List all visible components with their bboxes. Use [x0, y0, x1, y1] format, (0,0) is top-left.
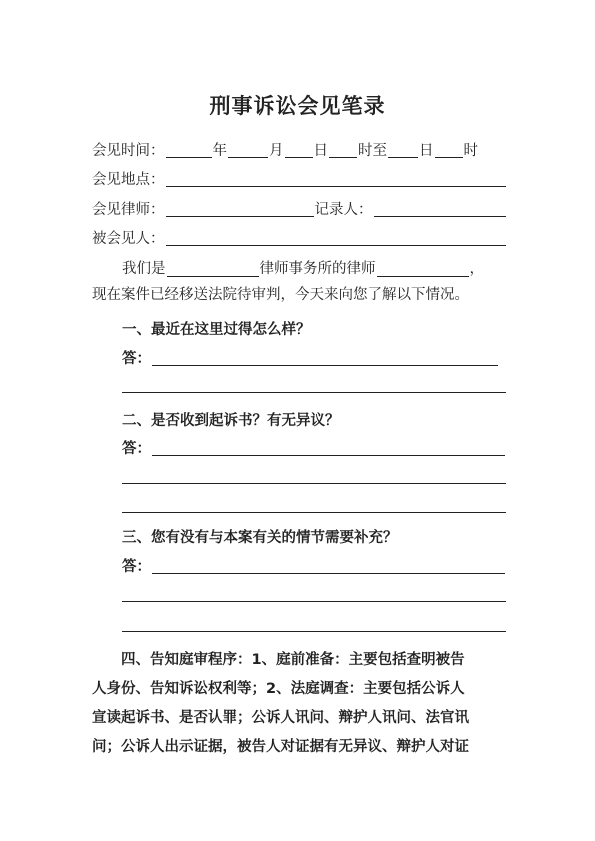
interviewee-field[interactable]	[166, 229, 507, 246]
recorder-field[interactable]	[374, 200, 507, 217]
interviewee-label: 被会见人：	[92, 231, 165, 247]
meeting-place-field[interactable]	[166, 170, 507, 187]
answer-1-field[interactable]	[152, 349, 498, 366]
year-label: 年	[212, 143, 227, 159]
month-field[interactable]	[228, 141, 268, 158]
answer-3-field[interactable]	[152, 557, 505, 574]
intro-part-3: ，	[469, 261, 484, 277]
answer-2-line-3[interactable]	[122, 512, 506, 513]
answer-3-row	[122, 554, 506, 576]
meeting-time-label: 会见时间：	[92, 143, 165, 159]
lawyer-row	[92, 197, 507, 219]
meeting-place-label: 会见地点：	[92, 172, 165, 188]
answer-3-label: 答：	[122, 559, 151, 575]
question-3-heading: 三、您有没有与本案有关的情节需要补充？	[122, 530, 398, 546]
section-4-line-4: 问；公诉人出示证据，被告人对证据有无异议、辩护人对证	[92, 739, 469, 755]
section-4-line-1: 四、告知庭审程序：1、庭前准备：主要包括查明被告	[121, 652, 465, 668]
answer-2-field[interactable]	[152, 439, 505, 456]
intro-part-2: 律师事务所的律师	[259, 261, 376, 277]
section-4-line-2: 人身份、告知诉讼权利等；2、法庭调查：主要包括公诉人	[92, 681, 465, 697]
answer-1-line-2[interactable]	[122, 392, 506, 393]
hour-end-field[interactable]	[435, 141, 463, 158]
meeting-place-row	[92, 167, 507, 189]
hour-start-field[interactable]	[329, 141, 357, 158]
answer-2-label: 答：	[122, 441, 151, 457]
day2-field[interactable]	[388, 141, 418, 158]
answer-2-row	[122, 436, 506, 458]
intro-paragraph	[92, 256, 507, 308]
recorder-label: 记录人：	[314, 202, 373, 218]
interviewee-row	[92, 226, 507, 248]
year-field[interactable]	[166, 141, 212, 158]
question-1-heading: 一、最近在这里过得怎么样？	[122, 322, 311, 338]
answer-1-row	[122, 346, 499, 368]
month-label: 月	[269, 143, 284, 159]
day-label: 日	[313, 143, 328, 159]
intro-part-1: 我们是	[122, 261, 166, 277]
intro-line-1	[92, 256, 507, 282]
lawyer-field[interactable]	[166, 200, 314, 217]
hour-to-label: 时至	[358, 143, 387, 159]
intro-line-2: 现在案件已经移送法院待审判，今天来向您了解以下情况。	[92, 287, 469, 303]
meeting-time-row	[92, 138, 507, 160]
answer-3-line-2[interactable]	[122, 601, 506, 602]
law-firm-field[interactable]	[167, 260, 259, 277]
court-procedure-section	[92, 646, 507, 762]
day-field[interactable]	[285, 141, 313, 158]
lawyer-name-field[interactable]	[377, 260, 469, 277]
answer-1-label: 答：	[122, 351, 151, 367]
section-4-line-3: 宣读起诉书、是否认罪；公诉人讯问、辩护人讯问、法官讯	[92, 710, 469, 726]
day2-label: 日	[419, 143, 434, 159]
hour-label: 时	[463, 143, 478, 159]
answer-3-line-3[interactable]	[122, 631, 506, 632]
lawyer-label: 会见律师：	[92, 202, 165, 218]
answer-2-line-2[interactable]	[122, 483, 506, 484]
question-2-heading: 二、是否收到起诉书？有无异议？	[122, 413, 340, 429]
page-title: 刑事诉讼会见笔录	[209, 94, 386, 118]
